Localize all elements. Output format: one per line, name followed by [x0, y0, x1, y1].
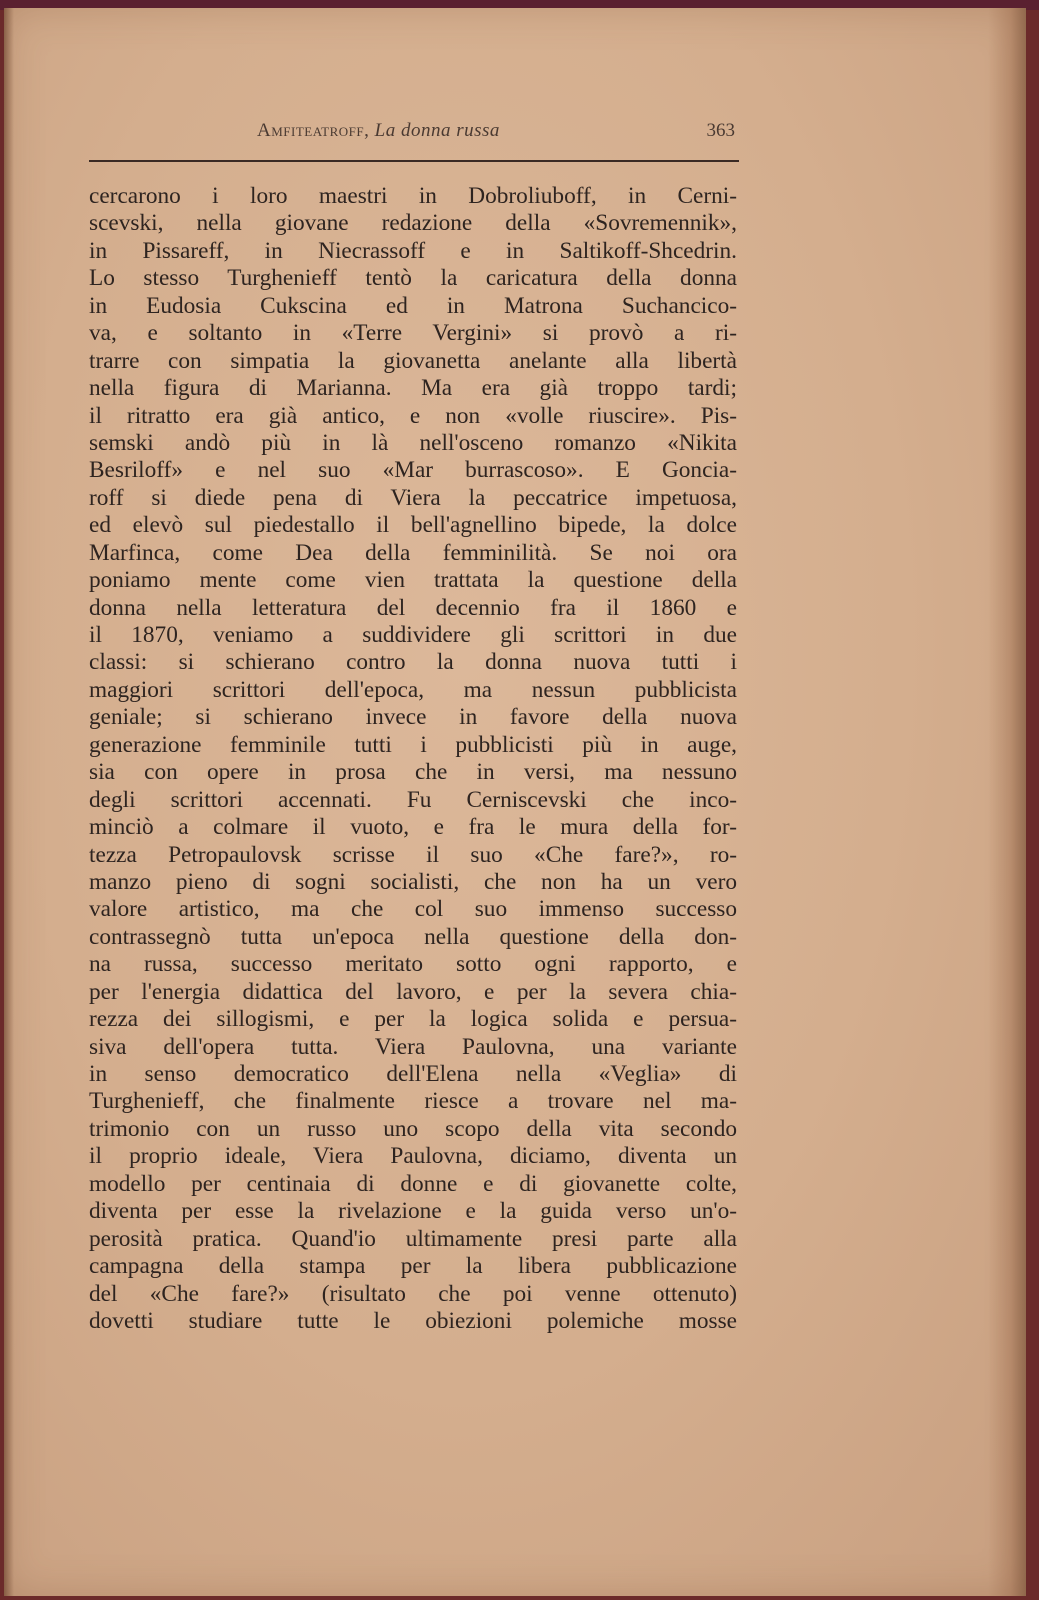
page-number: 363 — [706, 120, 735, 141]
running-head-author: Amfiteatroff — [257, 120, 365, 141]
text-line: va, e soltanto in «Terre Vergini» si provò a ri- — [89, 320, 737, 347]
page-edge-shadow — [988, 8, 1026, 1596]
text-line: na russa, successo meritato sotto ogni rapporto, e — [89, 951, 737, 978]
text-line: in Pissareff, in Niecrassoff e in Saltikoff-Shcedrin. — [89, 237, 737, 264]
text-line: maggiori scrittori dell'epoca, ma nessun pubblicista — [89, 676, 737, 703]
text-line: rezza dei sillogismi, e per la logica solida e persua- — [89, 1006, 737, 1033]
running-head-title — [257, 120, 500, 142]
text-line: poniamo mente come vien trattata la questione della — [89, 567, 737, 594]
text-line: del «Che fare?» (risultato che poi venne ottenuto) — [89, 1280, 737, 1307]
text-line: in Eudosia Cukscina ed in Matrona Suchancico- — [89, 292, 737, 319]
text-line: il proprio ideale, Viera Paulovna, diciamo, diventa un — [89, 1143, 737, 1170]
text-line: ed elevò sul piedestallo il bell'agnellino bipede, la dolce — [89, 512, 737, 539]
text-line: il ritratto era già antico, e non «volle riuscire». Pis- — [89, 402, 737, 429]
text-line: minciò a colmare il vuoto, e fra le mura della for- — [89, 814, 737, 841]
text-line: generazione femminile tutti i pubblicisti più in auge, — [89, 731, 737, 758]
text-line: campagna della stampa per la libera pubblicazione — [89, 1253, 737, 1280]
text-line: Marfinca, come Dea della femminilità. Se noi ora — [89, 539, 737, 566]
text-line: Lo stesso Turghenieff tentò la caricatura della donna — [89, 265, 737, 292]
text-line: scevski, nella giovane redazione della «Sovremennik», — [89, 210, 737, 237]
text-line: in senso democratico dell'Elena nella «Veglia» di — [89, 1061, 737, 1087]
text-line: roff si diede pena di Viera la peccatrice impetuosa, — [89, 484, 737, 511]
text-line: degli scrittori accennati. Fu Cerniscevski che inco- — [89, 786, 737, 813]
text-line: geniale; si schierano invece in favore della nuova — [89, 704, 737, 731]
text-line: Turghenieff, che finalmente riesce a trovare nel ma- — [89, 1088, 737, 1115]
running-head-work: La donna russa — [374, 120, 500, 141]
text-line: Besriloff» e nel suo «Mar burrascoso». E Goncia- — [89, 457, 737, 484]
running-head — [89, 120, 737, 150]
text-line: per l'energia didattica del lavoro, e per la severa chia- — [89, 978, 737, 1005]
running-head-separator: , — [364, 120, 375, 141]
text-line: tezza Petropaulovsk scrisse il suo «Che fare?», ro- — [89, 841, 737, 868]
text-line: modello per centinaia di donne e di giovanette colte, — [89, 1170, 737, 1197]
text-line: dovetti studiare tutte le obiezioni polemiche mosse — [89, 1307, 737, 1334]
text-line: perosità pratica. Quand'io ultimamente presi parte alla — [89, 1225, 737, 1252]
text-line: semski andò più in là nell'osceno romanzo «Nikita — [89, 429, 737, 456]
text-line: trarre con simpatia la giovanetta anelante alla libertà — [89, 347, 737, 374]
page-binding-shadow — [4, 8, 14, 1596]
text-line: il 1870, veniamo a suddividere gli scrittori in due — [89, 622, 737, 648]
body-text — [89, 183, 737, 1335]
text-line: valore artistico, ma che col suo immenso successo — [89, 896, 737, 923]
text-line: sia con opere in prosa che in versi, ma nessuno — [89, 759, 737, 786]
text-line: manzo pieno di sogni socialisti, che non ha un vero — [89, 868, 737, 895]
header-rule — [89, 160, 739, 162]
text-line: trimonio con un russo uno scopo della vita secondo — [89, 1115, 737, 1142]
text-line: nella figura di Marianna. Ma era già troppo tardi; — [89, 375, 737, 402]
text-line: contrassegnò tutta un'epoca nella questione della don- — [89, 923, 737, 950]
text-line: classi: si schierano contro la donna nuova tutti i — [89, 649, 737, 676]
text-line: cercarono i loro maestri in Dobroliuboff, in Cerni- — [89, 183, 737, 209]
text-line: siva dell'opera tutta. Viera Paulovna, una variante — [89, 1033, 737, 1060]
text-line: diventa per esse la rivelazione e la guida verso un'o- — [89, 1198, 737, 1225]
text-line: donna nella letteratura del decennio fra il 1860 e — [89, 594, 737, 621]
